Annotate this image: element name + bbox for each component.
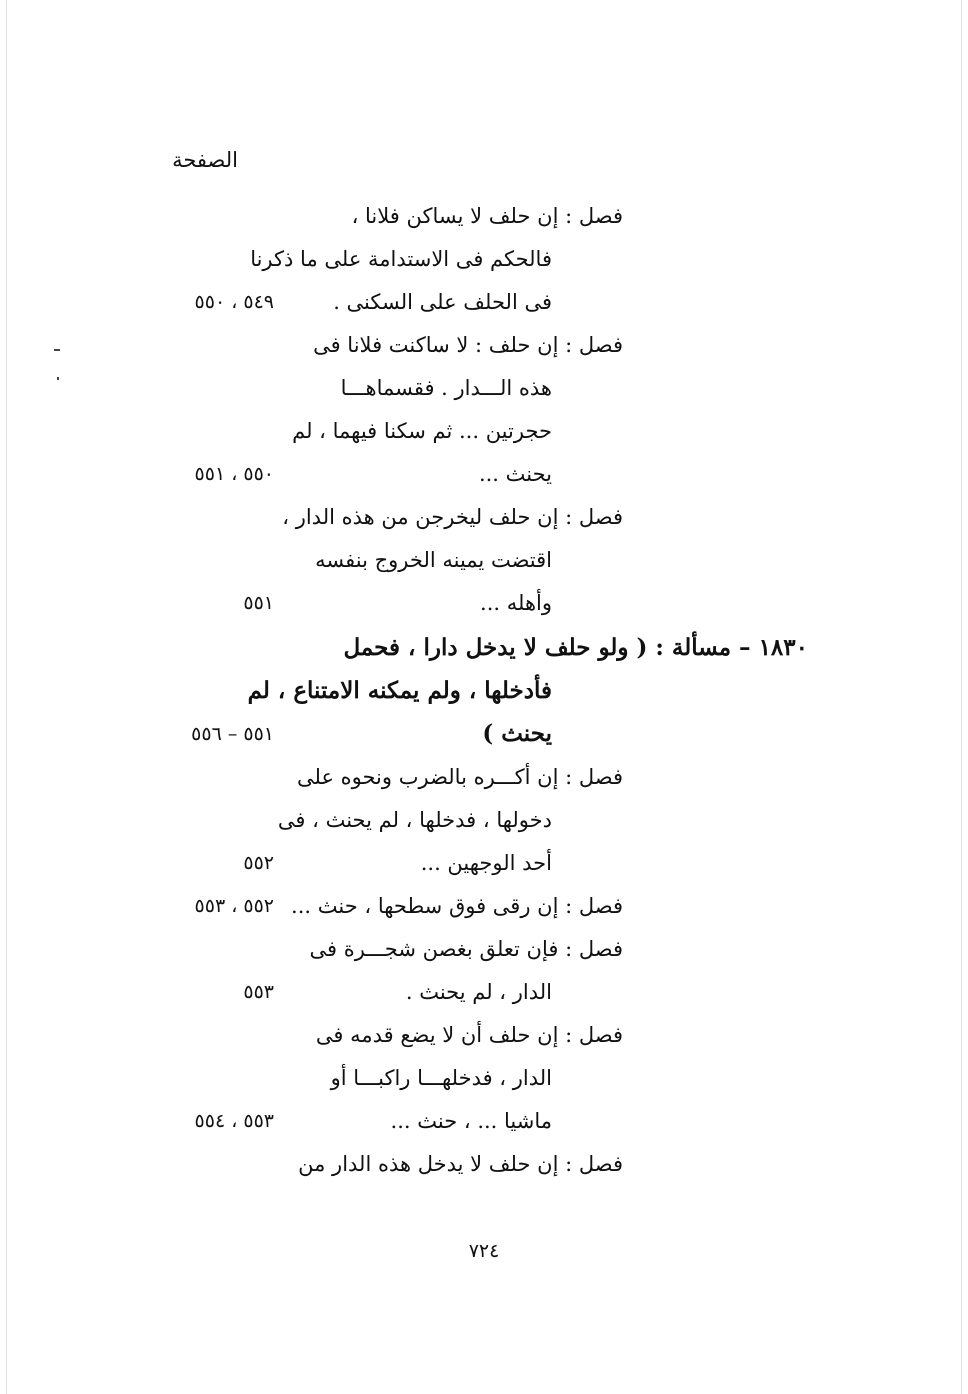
entry-line: فصل : إن حلف لا يدخل هذه الدار من <box>298 1152 623 1176</box>
entry-line: فصل : إن حلف : لا ساكنت فلانا فى <box>313 333 623 357</box>
entry-line: فى الحلف على السكنى . <box>333 290 552 314</box>
problem-heading-line: فأدخلها ، ولم يمكنه الامتناع ، لم <box>247 677 552 704</box>
entry-line: هذه الـــدار . فقسماهـــا <box>340 376 552 400</box>
entry-line: فصل : فإن تعلق بغصن شجـــرة فى <box>309 937 623 961</box>
page-ref: ٥٥١ – ٥٥٦ <box>191 723 274 745</box>
entry-line: الدار ، فدخلهـــا راكبـــا أو <box>330 1066 552 1090</box>
problem-heading-line: يحنث ) <box>482 720 552 747</box>
scan-speck <box>54 349 60 351</box>
page-ref: ٥٤٩ ، ٥٥٠ <box>194 291 274 313</box>
entry-line: الدار ، لم يحنث . <box>405 980 552 1004</box>
entry-line: فصل : إن رقى فوق سطحها ، حنث ... <box>291 894 623 918</box>
entry-line: فصل : إن حلف لا يساكن فلانا ، <box>351 204 623 228</box>
page-ref: ٥٥٠ ، ٥٥١ <box>194 463 274 485</box>
entry-line: فصل : إن أكـــره بالضرب ونحوه على <box>296 765 623 789</box>
entry-line: اقتضت يمينه الخروج بنفسه <box>315 548 552 572</box>
entry-line: حجرتين ... ثم سكنا فيهما ، لم <box>292 419 552 443</box>
entry-line: وأهله ... <box>480 591 552 615</box>
problem-heading: ١٨٣٠ – مسألة : ( ولو حلف لا يدخل دارا ، فحمل <box>343 634 808 661</box>
scan-edge-right <box>961 0 962 1394</box>
page-ref: ٥٥١ <box>243 592 274 614</box>
scan-edge-left <box>6 0 7 1394</box>
page-ref: ٥٥٣ <box>243 981 274 1003</box>
scan-speck <box>57 377 59 380</box>
page-ref: ٥٥٢ <box>243 852 274 874</box>
page-column-header: الصفحة <box>172 148 238 172</box>
entry-line: ماشيا ... ، حنث ... <box>390 1109 552 1133</box>
entry-line: فصل : إن حلف ليخرجن من هذه الدار ، <box>282 505 623 529</box>
entry-line: يحنث ... <box>478 462 552 486</box>
page-ref: ٥٥٣ ، ٥٥٤ <box>194 1110 274 1132</box>
entry-line: فالحكم فى الاستدامة على ما ذكرنا <box>250 247 552 271</box>
entry-line: أحد الوجهين ... <box>420 851 552 875</box>
entry-line: دخولها ، فدخلها ، لم يحنث ، فى <box>277 808 552 832</box>
page-number: ٧٢٤ <box>468 1240 500 1262</box>
page-ref: ٥٥٢ ، ٥٥٣ <box>194 895 274 917</box>
entry-line: فصل : إن حلف أن لا يضع قدمه فى <box>315 1023 623 1047</box>
